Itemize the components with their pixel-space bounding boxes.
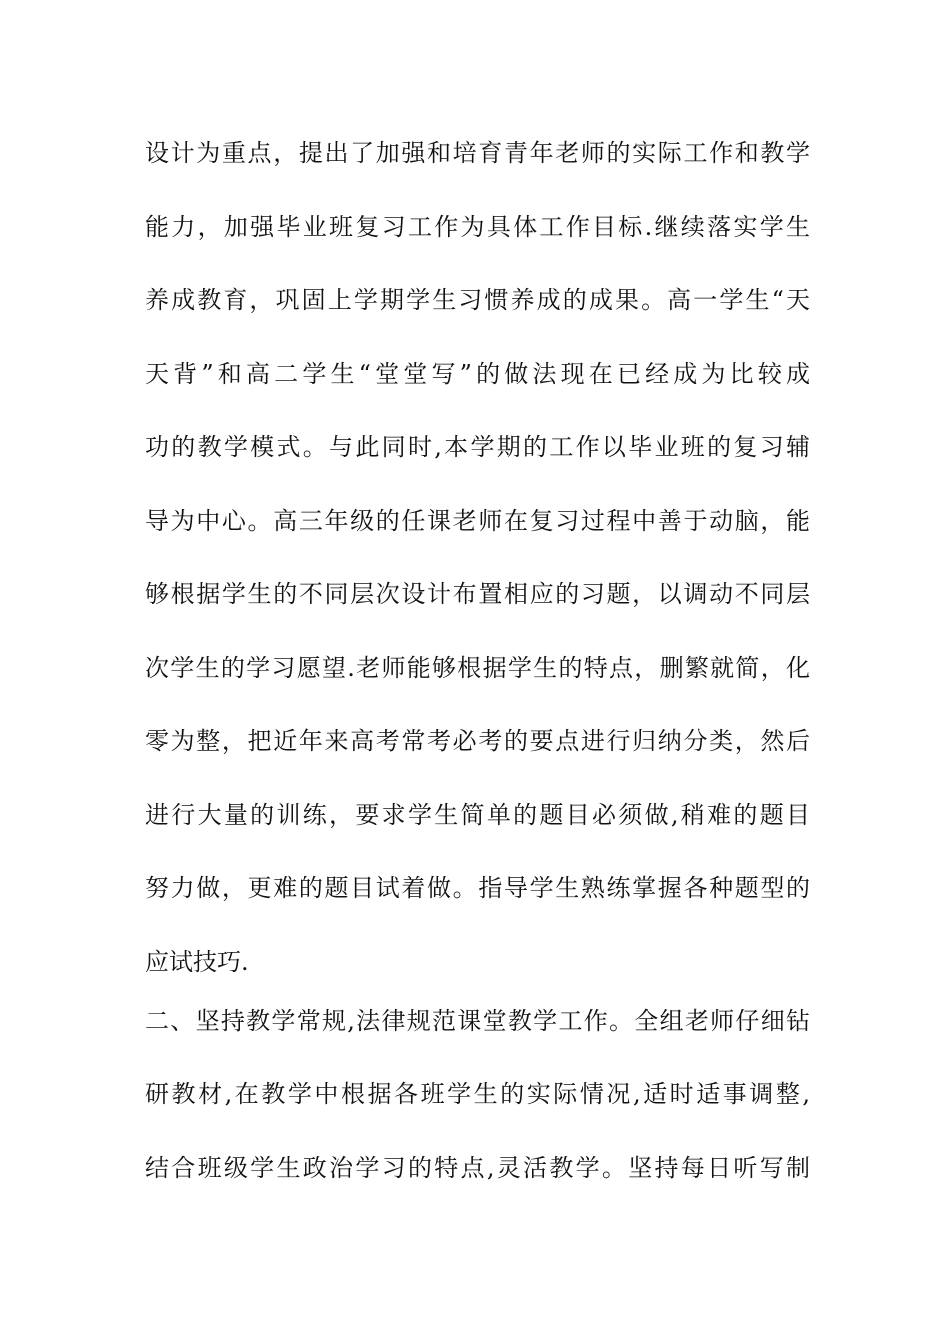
text-line: 零为整，把近年来高考常考必考的要点进行归纳分类，然后 (145, 727, 810, 755)
text-line: 天背”和高二学生“堂堂写”的做法现在已经成为比较成 (145, 359, 810, 388)
section-heading-line: 二、坚持教学常规,法律规范课堂教学工作。全组老师仔细钻 (145, 1006, 810, 1035)
text-line: 功的教学模式。与此同时,本学期的工作以毕业班的复习辅 (145, 433, 810, 461)
text-line: 应试技巧. (145, 947, 249, 976)
text-line: 次学生的学习愿望.老师能够根据学生的特点，删繁就简，化 (145, 653, 810, 682)
text-line: 努力做，更难的题目试着做。指导学生熟练掌握各种题型的 (145, 874, 810, 902)
body-text (145, 126, 810, 1214)
text-line: 能力，加强毕业班复习工作为具体工作目标.继续落实学生 (145, 212, 810, 241)
text-line: 设计为重点，提出了加强和培育青年老师的实际工作和教学 (145, 139, 810, 167)
text-line: 够根据学生的不同层次设计布置相应的习题，以调动不同层 (145, 580, 810, 608)
text-line: 导为中心。高三年级的任课老师在复习过程中善于动脑，能 (145, 506, 810, 535)
text-line: 结合班级学生政治学习的特点,灵活教学。坚持每日听写制 (145, 1153, 810, 1182)
text-line: 养成教育，巩固上学期学生习惯养成的成果。高一学生“天 (145, 286, 810, 314)
text-line: 研教材,在教学中根据各班学生的实际情况,适时适事调整, (145, 1080, 810, 1108)
text-line: 进行大量的训练，要求学生简单的题目必须做,稍难的题目 (145, 800, 810, 829)
